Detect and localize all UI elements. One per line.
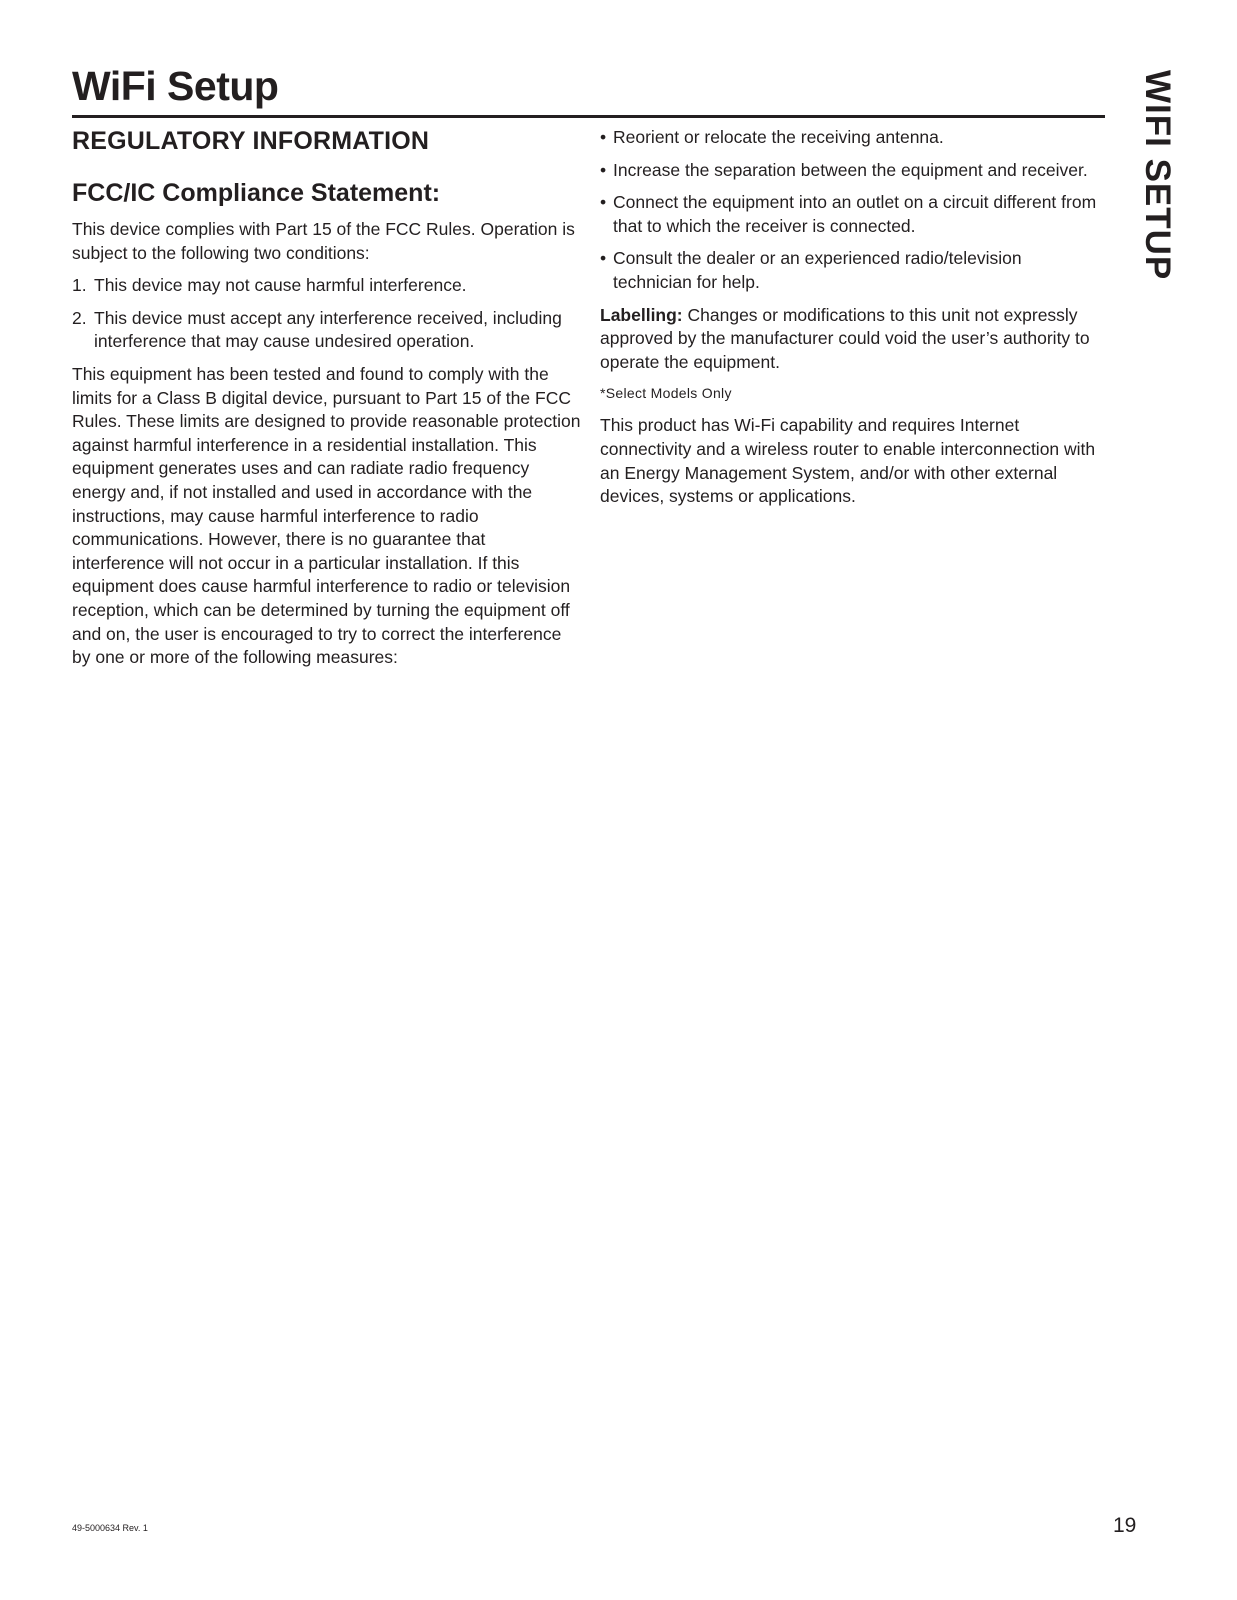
measure-text: Reorient or relocate the receiving antenna. (613, 127, 944, 147)
labelling-text: Changes or modifications to this unit not expressly approved by the manufacturer could void the user’s authority to operate the equipment. (600, 304, 1090, 372)
bullet-icon: • (600, 248, 607, 269)
condition-number: 2. (72, 307, 87, 328)
section-heading: REGULATORY INFORMATION (72, 127, 430, 155)
measure-item (600, 126, 1100, 150)
page-number: 19 (1113, 1514, 1137, 1537)
intro-paragraph: This device complies with Part 15 of the FCC Rules. Operation is subject to the following two conditions: (72, 219, 575, 263)
right-column (600, 126, 1100, 518)
bullet-icon: • (600, 127, 607, 147)
measure-item (600, 159, 1100, 183)
wifi-paragraph: This product has Wi-Fi capability and requires Internet connectivity and a wireless router to enable interconnection with an Energy Management System, and/or with other external devices, systems or applications. (600, 415, 1096, 507)
bullet-icon: • (600, 159, 607, 180)
measure-text: Consult the dealer or an experienced radio/television technician for help. (613, 248, 1022, 292)
condition-item (72, 307, 582, 354)
measure-item (600, 191, 1100, 238)
measure-item (600, 247, 1100, 294)
measures-list (600, 126, 1100, 295)
condition-text: This device may not cause harmful interference. (94, 275, 467, 296)
side-section-tab: WIFI SETUP (1138, 70, 1177, 281)
page-title: WiFi Setup (72, 63, 279, 109)
select-models-note: *Select Models Only (600, 385, 732, 402)
title-divider (72, 115, 1105, 118)
conditions-list (72, 274, 582, 354)
condition-number: 1. (72, 275, 87, 296)
labelling-paragraph (600, 304, 1100, 375)
compliance-heading: FCC/IC Compliance Statement: (72, 179, 441, 207)
labelling-label: Labelling: (600, 304, 683, 325)
bullet-icon: • (600, 192, 607, 213)
body-paragraph: This equipment has been tested and found to comply with the limits for a Class B digital device, pursuant to Part 15 of the FCC Rules. These limits are designed to provide reasonable protection against harmful interference in a residential installation. This equipment generates uses and can radiate radio frequency energy and, if not installed and used in accordance with the instructions, may cause harmful interference to radio communications. However, there is no guarantee that interference will not occur in a particular installation. If this equipment does cause harmful interference to radio or television reception, which can be determined by turning the equipment off and on, the user is encouraged to try to correct the interference by one or more of the following measures: (72, 363, 581, 668)
condition-item (72, 274, 582, 298)
left-column (72, 124, 582, 679)
condition-text: This device must accept any interference received, including interference that may cause undesired operation. (94, 307, 562, 352)
measure-text: Increase the separation between the equipment and receiver. (613, 159, 1088, 180)
document-number: 49-5000634 Rev. 1 (72, 1523, 148, 1533)
measure-text: Connect the equipment into an outlet on a circuit different from that to which the receiver is connected. (613, 192, 1097, 236)
